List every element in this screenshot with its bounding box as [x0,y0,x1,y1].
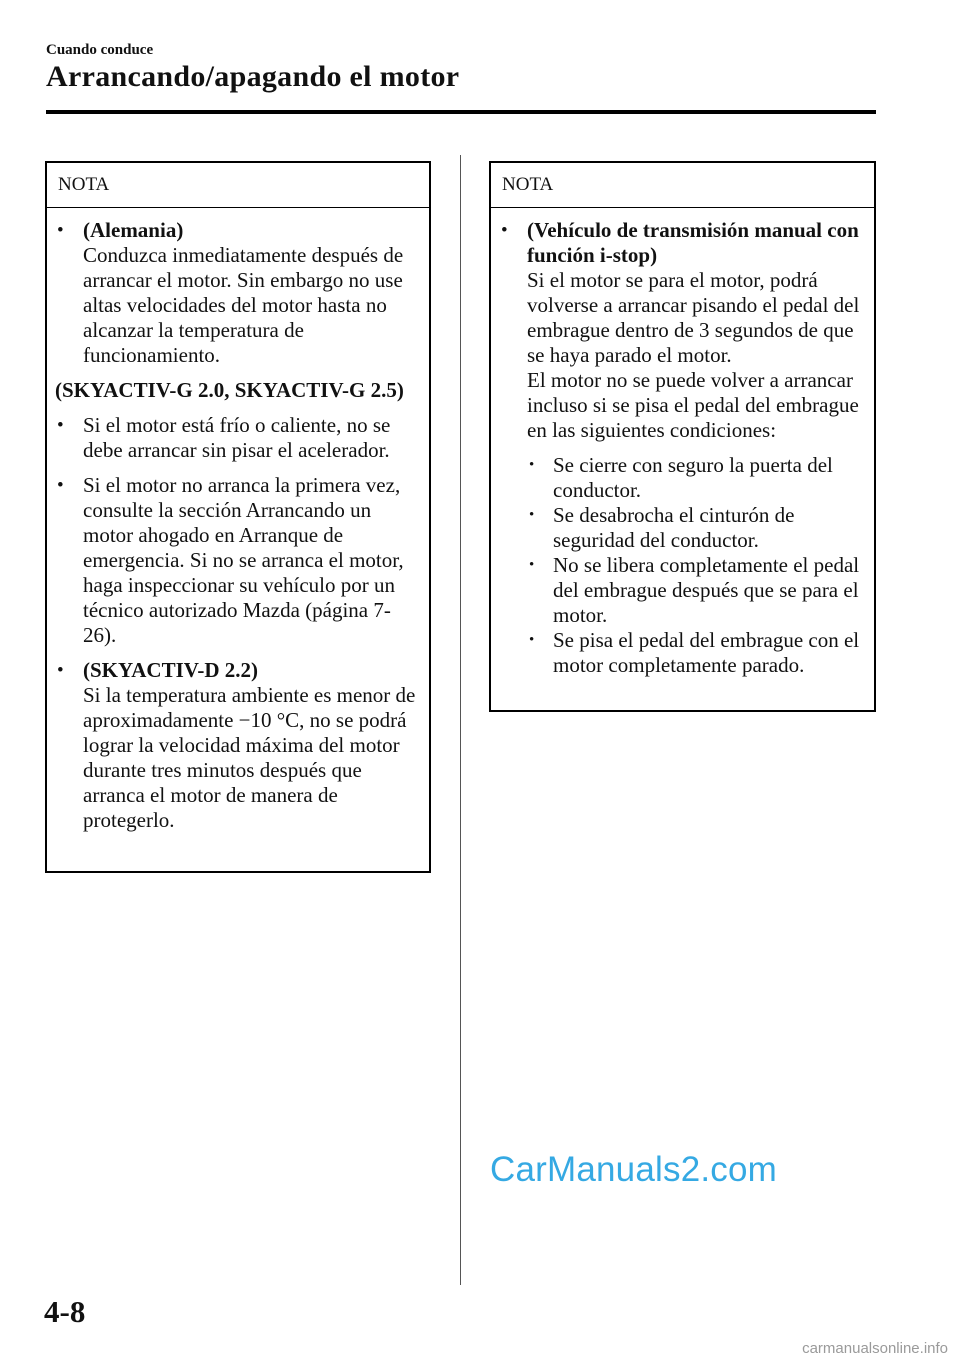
small-bullet-icon: • [529,457,535,473]
condition-text: Se cierre con seguro la puerta del conductor. [553,453,833,502]
small-bullet-icon: • [529,632,535,648]
page-number: 4-8 [44,1294,86,1329]
right-note-box [489,161,876,712]
small-bullet-icon: • [529,557,535,573]
item-text: El motor no se puede volver a arrancar incluso si se pisa el pedal del embrague en las siguientes condiciones: [527,368,859,442]
left-note-box [45,161,431,873]
bullet-icon: • [57,415,64,436]
list-item [499,218,866,678]
small-bullet-icon: • [529,507,535,523]
bullet-icon: • [57,660,64,681]
footer-watermark: carmanualsonline.info [802,1340,948,1357]
note-heading: NOTA [47,163,429,208]
item-title: (Vehículo de transmisión manual con función i-stop) [527,218,859,267]
engine-subheading: (SKYACTIV-G 2.0, SKYACTIV-G 2.5) [55,378,404,402]
bullet-icon: • [57,220,64,241]
condition-text: No se libera completamente el pedal del embrague después que se para el motor. [553,553,860,627]
bullet-icon: • [501,220,508,241]
item-text: Si el motor no arranca la primera vez, consulte la sección Arrancando un motor ahogado en Arranque de emergencia. Si no se arranca el motor, haga inspeccionar su vehículo por un técnico autorizado Mazda (página 7-26). [83,473,404,647]
bullet-icon: • [57,475,64,496]
item-text: Si la temperatura ambiente es menor de aproximadamente −10 °C, no se podrá lograr la velocidad máxima del motor durante tres minutos después que arranca el motor de manera de protegerlo. [83,683,416,832]
condition-item [527,628,866,678]
section-label: Cuando conduce [46,42,154,58]
condition-item [527,553,866,628]
condition-item [527,503,866,553]
list-item [55,218,421,368]
title-rule [46,110,876,114]
item-title: (SKYACTIV-D 2.2) [83,658,259,682]
page-title: Arrancando/apagando el motor [46,60,460,93]
condition-text: Se pisa el pedal del embrague con el motor completamente parado. [553,628,860,677]
condition-text: Se desabrocha el cinturón de seguridad del conductor. [553,503,795,552]
conditions-list [527,453,866,678]
watermark-logo: CarManuals2.com [490,1150,777,1189]
item-text: Conduzca inmediatamente después de arrancar el motor. Sin embargo no use altas velocidades del motor hasta no alcanzar la temperatura de funcionamiento. [83,243,404,367]
note-heading: NOTA [491,163,874,208]
list-item [55,473,421,648]
column-divider [460,155,461,1285]
list-item [55,413,421,463]
item-text: Si el motor está frío o caliente, no se debe arrancar sin pisar el acelerador. [83,413,391,462]
item-title: (Alemania) [83,218,184,242]
condition-item [527,453,866,503]
item-text: Si el motor se para el motor, podrá volverse a arrancar pisando el pedal del embrague dentro de 3 segundos de que se haya parado el motor. [527,268,860,367]
list-item [55,658,421,833]
